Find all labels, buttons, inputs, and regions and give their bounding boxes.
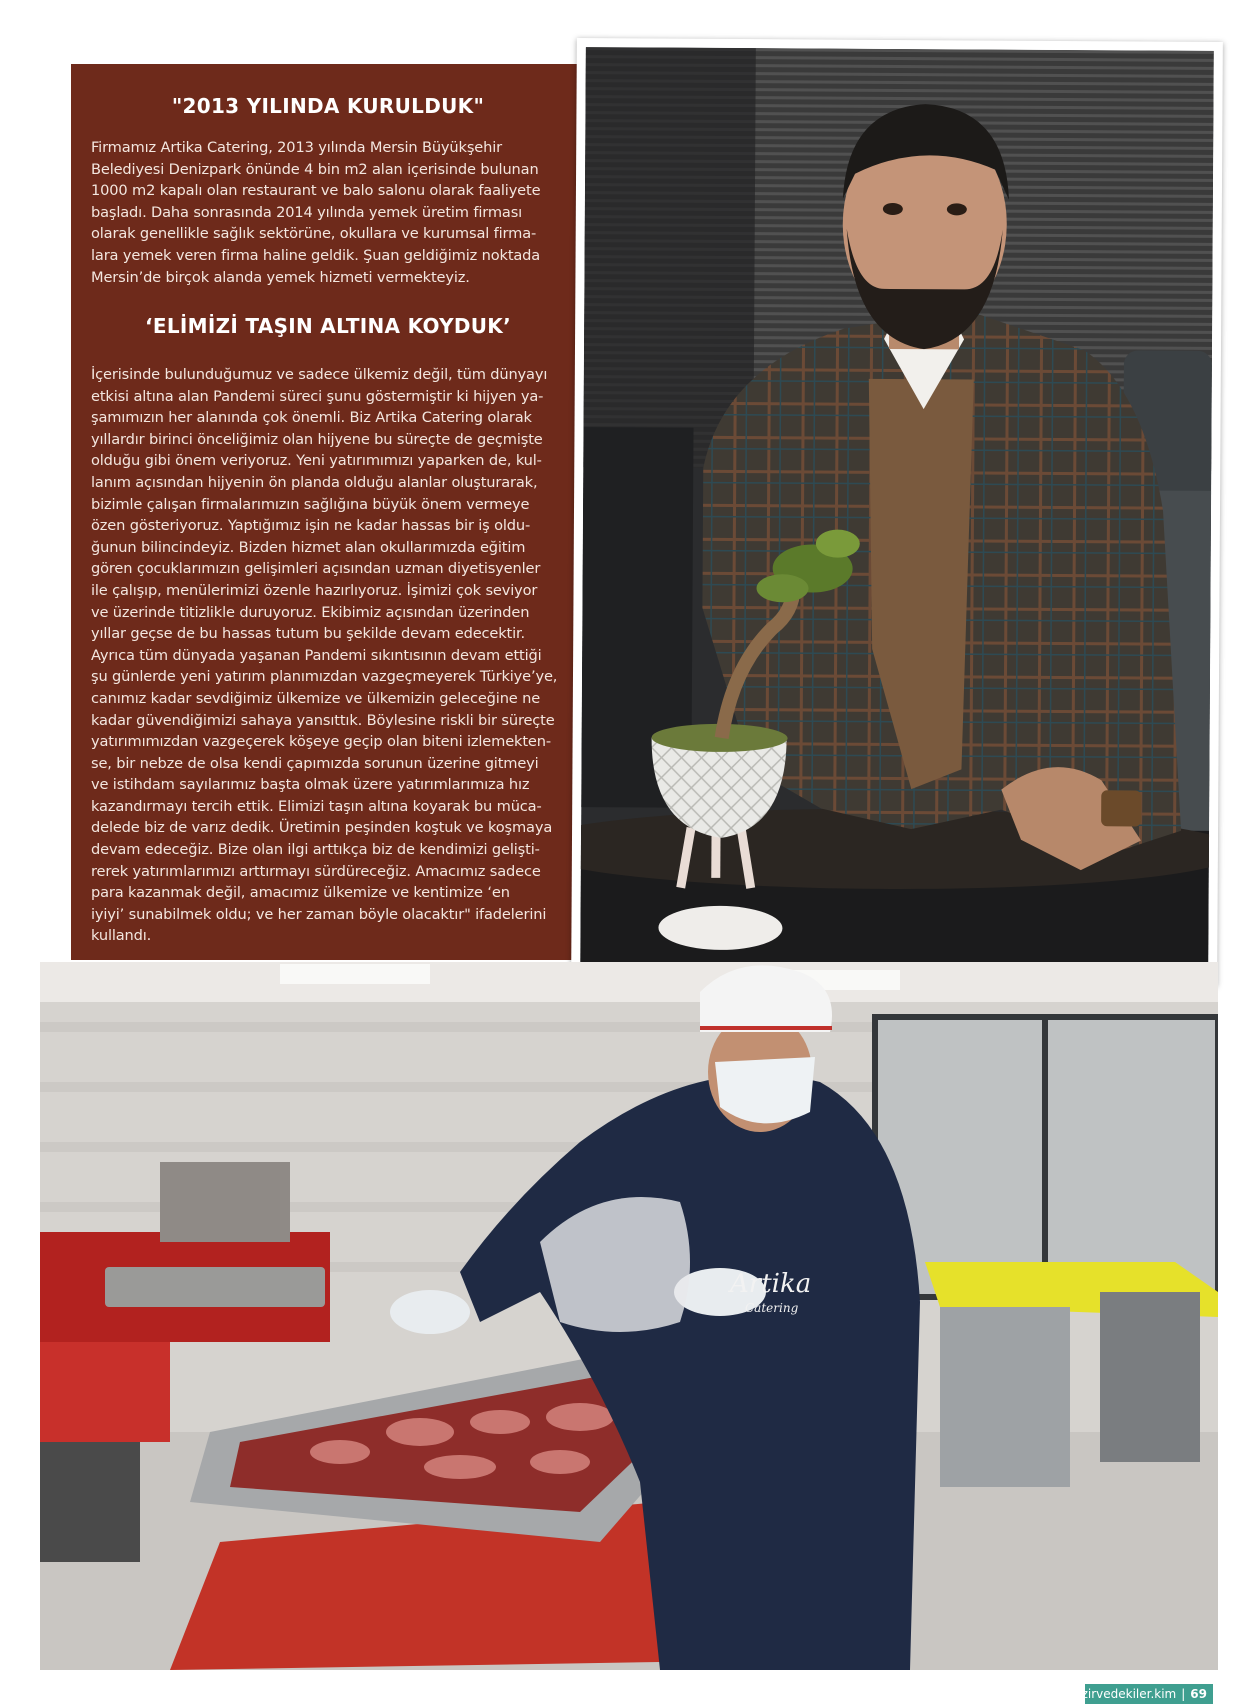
uniform-sub-text: Catering <box>745 1301 799 1315</box>
portrait-photo <box>580 47 1214 977</box>
section-heading-hands-under-stone: ‘ELİMİZİ TAŞIN ALTINA KOYDUK’ <box>145 314 511 338</box>
article-text-panel <box>71 64 585 960</box>
page-footer <box>1081 1684 1213 1704</box>
section-body-founded: Firmamız Artika Catering, 2013 yılında Mersin Büyükşehir Belediyesi Denizpark önünde 4 bin m2 alan içerisinde bulunan 1000 m2 kapalı olan restaurant ve balo salonu olarak faaliyete başladı. Daha sonrasında 2014 yılında yemek üretim firması olarak genellikle sağlık sektörüne, okullara ve kurumsal firma- lara yemek veren firma haline geldik. Şuan geldiğimiz noktada Mersin’de birçok alanda yemek hizmeti vermekteyiz. <box>91 139 541 286</box>
section-heading-founded: "2013 YILINDA KURULDUK" <box>171 94 485 118</box>
page-number: 69 <box>1190 1687 1207 1701</box>
footer-separator: | <box>1181 1687 1186 1701</box>
section-body-hands-under-stone: İçerisinde bulunduğumuz ve sadece ülkemiz değil, tüm dünyayı etkisi altına alan Pandemi süreci şunu göstermiştir ki hijyen ya- şamımızın her alanında çok önemli. Biz Artika Catering olarak yıllardır birinci önceliğimiz olan hijyene bu süreçte de geçmişte olduğu gibi önem veriyoruz. Yeni yatırımımızı yaparken de, kul- lanım açısından hijyenin ön planda olduğu alanlar oluşturarak, bizimle çalışan firmalarımızın sağlığına büyük önem vermeye özen gösteriyoruz. Yaptığımız işin ne kadar hassas bir iş oldu- ğunun bilincindeyiz. Bizden hizmet alan okullarımızda eğitim gören çocuklarımızın gelişimleri açısından uzman diyetisyenler ile çalışıp, menülerimizi özenle hazırlıyoruz. İşimizi çok seviyor ve üzerinde titizlikle duruyoruz. Ekibimiz açısından üzerinden yıllar geçse de bu hassas tutum bu şekilde devam edecektir. Ayrıca tüm dünyada yaşanan Pandemi sıkıntısının devam ettiği şu günlerde yeni yatırım planımızdan vazgeçmeyerek Türkiye’ye, canımız kadar sevdiğimiz ülkemize ve ülkemizin geleceğine ne kadar güvendiğimizi sahaya yansıttık. Böylesine riskli bir süreçte yatırımımızdan vazgeçerek köşeye geçip olan biteni izlemekten- se, bir nebze de olsa kendi çapımızda sorunun üzerine gitmeyi ve istihdam sayılarımız başta olmak üzere yatırımlarımıza hız kazandırmayı tercih ettik. Elimizi taşın altına koyarak bu müca- delede biz de varız dedik. Üretimin peşinden koştuk ve koşmaya devam edeceğiz. Bize olan ilgi arttıkça biz de kendimizi gelişti- rerek yatırımlarımızı arttırmayı sürdüreceğiz. Amacımız sadece para kazanmak değil, amacımız ülkemize ve kentimize ‘en iyiyi’ sunabilmek oldu; ve her zaman böyle olacaktır" ifadelerini kullandı. <box>91 366 558 945</box>
uniform-brand-text: Artika <box>730 1269 812 1299</box>
portrait-photo-frame <box>571 38 1223 986</box>
footer-site: zirvedekiler.kim <box>1081 1687 1177 1701</box>
kitchen-photo <box>40 962 1218 1670</box>
